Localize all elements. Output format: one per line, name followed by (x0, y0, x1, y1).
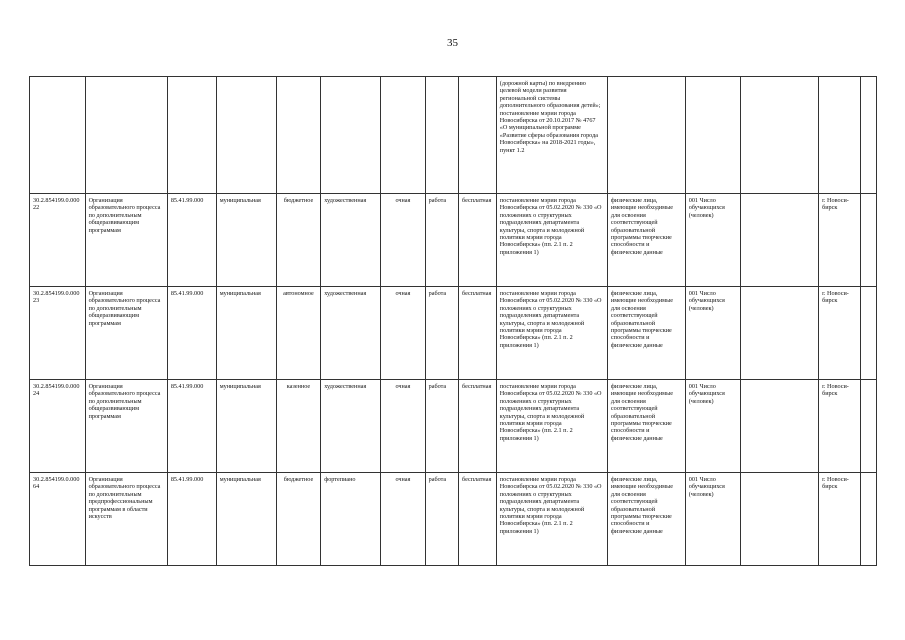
cell-area: г. Новоси-бирск (819, 287, 861, 380)
cell-empty (685, 77, 741, 194)
cell-pay: бесплатная (459, 287, 497, 380)
cell-indicator: 001 Число обучающихся (человек) (685, 194, 741, 287)
cell-category: физические лица, имеющие необходимые для освоения соответствующей образовательной программы творческие способности и физические данные (607, 380, 685, 473)
cell-code: 30.2.854199.0.00064 (30, 473, 86, 566)
table-row (30, 194, 877, 287)
cell-direction: художественная (321, 194, 381, 287)
cell-category: физические лица, имеющие необходимые для освоения соответствующей образовательной программы творческие способности и физические данные (607, 473, 685, 566)
cell-empty (30, 77, 86, 194)
cell-code: 30.2.854199.0.00023 (30, 287, 86, 380)
cell-area: г. Новоси-бирск (819, 194, 861, 287)
cell-study: работа (425, 473, 458, 566)
cell-indicator: 001 Число обучающихся (человек) (685, 380, 741, 473)
cell-study: работа (425, 194, 458, 287)
cell-indicator: 001 Число обучающихся (человек) (685, 473, 741, 566)
cell-empty (85, 77, 167, 194)
cell-empty (167, 77, 216, 194)
cell-empty (861, 287, 877, 380)
cell-empty (276, 77, 320, 194)
cell-empty (861, 380, 877, 473)
cell-category: физические лица, имеющие необходимые для освоения соответствующей образовательной программы творческие способности и физические данные (607, 194, 685, 287)
cell-pay: бесплатная (459, 380, 497, 473)
table-row (30, 287, 877, 380)
cell-empty (216, 77, 276, 194)
cell-empty (741, 380, 819, 473)
cell-empty (321, 77, 381, 194)
cell-category: физические лица, имеющие необходимые для освоения соответствующей образовательной программы творческие способности и физические данные (607, 287, 685, 380)
cell-empty (381, 77, 425, 194)
cell-form: очная (381, 287, 425, 380)
cell-type: бюджетное (276, 194, 320, 287)
cell-okved: 85.41.99.000 (167, 194, 216, 287)
cell-form: очная (381, 194, 425, 287)
cell-level: муниципальная (216, 194, 276, 287)
cell-empty (861, 194, 877, 287)
cell-basis: постановление мэрии города Новосибирска от 05.02.2020 № 330 «О положениях о структурных подразделениях департамента культуры, спорта и молодежной политики мэрии города Новосибирска» (пп. 2.1 п. 2 приложения 1) (496, 194, 607, 287)
cell-basis: постановление мэрии города Новосибирска от 05.02.2020 № 330 «О положениях о структурных подразделениях департамента культуры, спорта и молодежной политики мэрии города Новосибирска» (пп. 2.1 п. 2 приложения 1) (496, 287, 607, 380)
cell-okved: 85.41.99.000 (167, 380, 216, 473)
cell-indicator: 001 Число обучающихся (человек) (685, 287, 741, 380)
cell-pay: бесплатная (459, 473, 497, 566)
cell-code: 30.2.854199.0.00022 (30, 194, 86, 287)
cell-area: г. Новоси-бирск (819, 380, 861, 473)
cell-type: бюджетное (276, 473, 320, 566)
cell-basis: постановление мэрии города Новосибирска от 05.02.2020 № 330 «О положениях о структурных подразделениях департамента культуры, спорта и молодежной политики мэрии города Новосибирска» (пп. 2.1 п. 2 приложения 1) (496, 380, 607, 473)
cell-name: Организация образовательного процесса по дополнительным предпрофессиональным программам в области искусств (85, 473, 167, 566)
cell-empty (425, 77, 458, 194)
cell-direction: художественная (321, 287, 381, 380)
cell-code: 30.2.854199.0.00024 (30, 380, 86, 473)
cell-okved: 85.41.99.000 (167, 473, 216, 566)
cell-level: муниципальная (216, 287, 276, 380)
cell-name: Организация образовательного процесса по дополнительным общеразвивающим программам (85, 380, 167, 473)
cell-form: очная (381, 473, 425, 566)
cell-empty (741, 473, 819, 566)
cell-empty (459, 77, 497, 194)
cell-level: муниципальная (216, 380, 276, 473)
cell-pay: бесплатная (459, 194, 497, 287)
cell-type: казенное (276, 380, 320, 473)
page-number: 35 (447, 37, 458, 49)
cell-area: г. Новоси-бирск (819, 473, 861, 566)
cell-basis: (дорожной карты) по внедрению целевой модели развития региональной системы дополнительного образования детей»; постановление мэрии города Новосибирска от 20.10.2017 № 4767 «О муниципальной программе «Развитие сферы образования города Новосибирска» на 2018-2021 годы», пункт 1.2 (496, 77, 607, 194)
cell-empty (861, 77, 877, 194)
table-row (30, 380, 877, 473)
cell-empty (819, 77, 861, 194)
cell-basis: постановление мэрии города Новосибирска от 05.02.2020 № 330 «О положениях о структурных подразделениях департамента культуры, спорта и молодежной политики мэрии города Новосибирска» (пп. 2.1 п. 2 приложения 1) (496, 473, 607, 566)
cell-name: Организация образовательного процесса по дополнительным общеразвивающим программам (85, 287, 167, 380)
cell-empty (861, 473, 877, 566)
cell-direction: художественная (321, 380, 381, 473)
cell-empty (741, 194, 819, 287)
cell-direction: фортепиано (321, 473, 381, 566)
cell-study: работа (425, 287, 458, 380)
table-row (30, 473, 877, 566)
cell-empty (741, 77, 819, 194)
services-table (29, 76, 877, 566)
table-row-continuation (30, 77, 877, 194)
cell-form: очная (381, 380, 425, 473)
cell-empty (607, 77, 685, 194)
cell-study: работа (425, 380, 458, 473)
cell-type: автономное (276, 287, 320, 380)
cell-level: муниципальная (216, 473, 276, 566)
cell-empty (741, 287, 819, 380)
cell-okved: 85.41.99.000 (167, 287, 216, 380)
cell-name: Организация образовательного процесса по дополнительным общеразвивающим программам (85, 194, 167, 287)
